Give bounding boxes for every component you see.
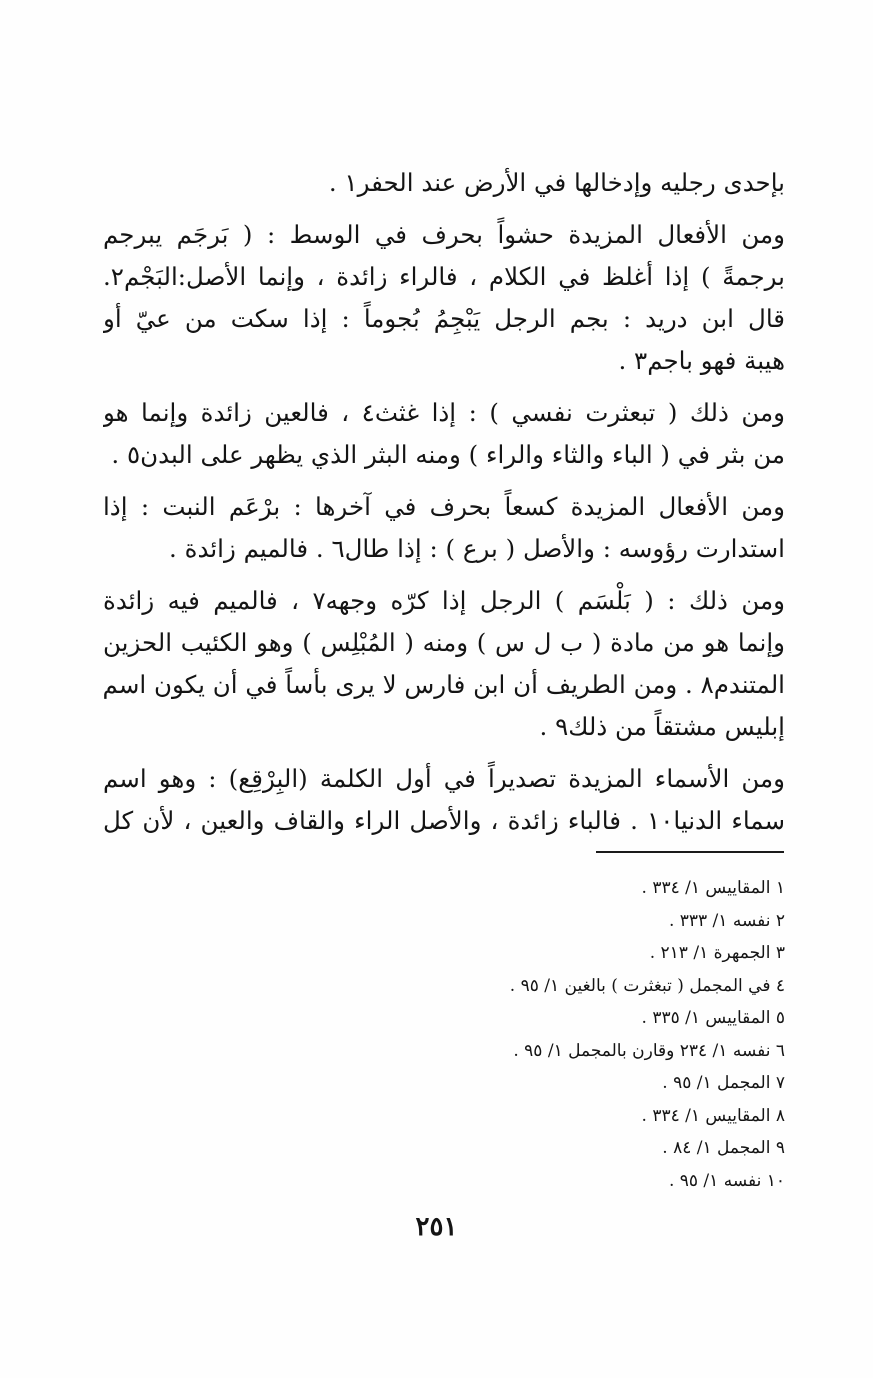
footnote: ٦ نفسه ١/ ٢٣٤ وقارن بالمجمل ١/ ٩٥ . [513, 1040, 785, 1061]
text-line: سماء الدنيا١٠ . فالباء زائدة ، والأصل الراء والقاف والعين ، لأن كل [103, 806, 785, 835]
text-line: المتندم٨ . ومن الطريف أن ابن فارس لا يرى بأساً في أن يكون اسم [103, 670, 785, 699]
text-line: إبليس مشتقاً من ذلك٩ . [539, 712, 785, 741]
footnote: ٥ المقاييس ١/ ٣٣٥ . [641, 1008, 785, 1028]
paragraph [103, 580, 785, 748]
body-text [103, 162, 785, 842]
text-line: من بثر في ( الباء والثاء والراء ) ومنه البثر الذي يظهر على البدن٥ . [111, 440, 785, 469]
footnote: ٤ في المجمل ( تبغثرت ) بالغين ١/ ٩٥ . [509, 975, 785, 996]
paragraph [103, 162, 785, 204]
page-number: ٢٥١ [415, 1212, 458, 1242]
footnote: ٩ المجمل ١/ ٨٤ . [662, 1138, 785, 1158]
footnote: ٢ نفسه ١/ ٣٣٣ . [668, 910, 785, 931]
text-line: بإحدى رجليه وإدخالها في الأرض عند الحفر١ . [328, 168, 785, 197]
footnote: ٧ المجمل ١/ ٩٥ . [662, 1073, 785, 1093]
text-line: قال ابن دريد : بجم الرجل يَبْجِمُ بُجوماً : إذا سكت من عيّ أو [103, 304, 785, 333]
paragraph [103, 392, 785, 476]
text-line: ومن الأفعال المزيدة كسعاً بحرف في آخرها : برْعَم النبت : إذا [103, 492, 785, 521]
text-line: استدارت رؤوسه : والأصل ( برع ) : إذا طال٦ . فالميم زائدة . [169, 534, 785, 563]
text-line: وإنما هو من مادة ( ب ل س ) ومنه ( المُبْلِس ) وهو الكئيب الحزين [103, 628, 785, 657]
footnote-divider [596, 851, 784, 853]
text-line: برجمةً ) إذا أغلظ في الكلام ، فالراء زائدة ، وإنما الأصل:البَجْم٢. [103, 262, 785, 291]
footnote: ١٠ نفسه ١/ ٩٥ . [668, 1170, 785, 1191]
text-line: ومن ذلك : ( بَلْسَم ) الرجل إذا كرّه وجهه٧ ، فالميم فيه زائدة [103, 586, 785, 615]
text-line: ومن ذلك ( تبعثرت نفسي ) : إذا غثث٤ ، فالعين زائدة وإنما هو [103, 398, 785, 427]
footnotes [365, 872, 785, 1197]
footnote: ١ المقاييس ١/ ٣٣٤ . [641, 878, 785, 898]
text-line: ومن الأسماء المزيدة تصديراً في أول الكلمة (البِرْقِع) : وهو اسم [103, 764, 785, 793]
text-line: هيبة فهو باجم٣ . [618, 346, 785, 375]
text-line: ومن الأفعال المزيدة حشواً بحرف في الوسط : ( بَرجَم يبرجم [103, 220, 785, 249]
paragraph [103, 486, 785, 570]
paragraph [103, 214, 785, 382]
paragraph [103, 758, 785, 842]
footnote: ٨ المقاييس ١/ ٣٣٤ . [641, 1105, 785, 1126]
footnote: ٣ الجمهرة ١/ ٢١٣ . [649, 943, 785, 963]
